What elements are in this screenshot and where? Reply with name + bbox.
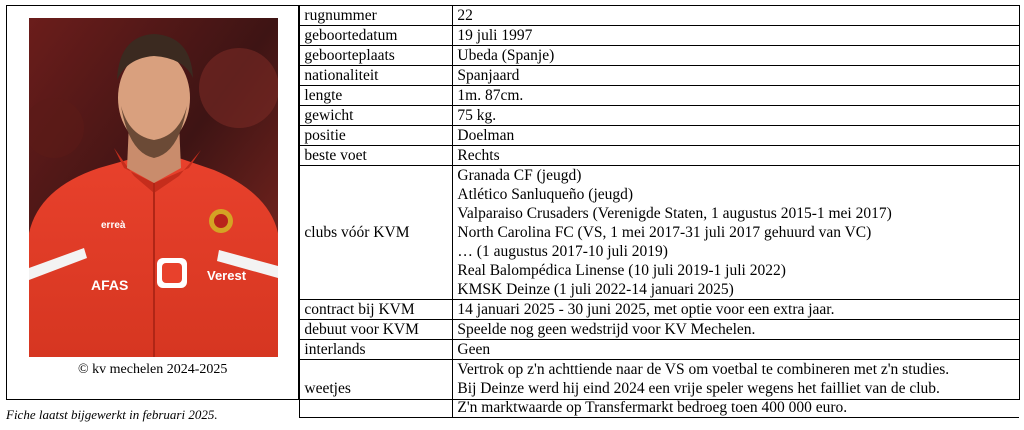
info-value-line: Real Balompédica Linense (10 juli 2019-1 juli 2022) [457, 262, 786, 279]
sponsor-logo-afas: AFAS [91, 277, 129, 293]
info-value-line: North Carolina FC (VS, 1 mei 2017-31 juli 2017 gehuurd van VC) [457, 224, 872, 241]
info-value-line: 75 kg. [457, 107, 497, 124]
info-value-line: … (1 augustus 2017-10 juli 2019) [457, 243, 668, 260]
info-value [453, 300, 1019, 320]
info-row [300, 46, 1019, 66]
info-value-line: 19 juli 1997 [457, 27, 533, 44]
info-value-line: Granada CF (jeugd) [457, 167, 582, 184]
info-row [300, 146, 1019, 166]
info-label: gewicht [300, 106, 453, 126]
info-value [453, 340, 1019, 360]
info-row [300, 126, 1019, 146]
footnote: Fiche laatst bijgewerkt in februari 2025. [6, 407, 218, 422]
info-row [300, 166, 1019, 300]
info-value [453, 86, 1019, 106]
info-value [453, 106, 1019, 126]
info-row [300, 66, 1019, 86]
info-label: clubs vóór KVM [300, 166, 453, 300]
info-label: interlands [300, 340, 453, 360]
info-value [453, 6, 1019, 26]
info-row [300, 360, 1019, 418]
info-label: weetjes [300, 360, 453, 418]
info-row [300, 340, 1019, 360]
info-row [300, 26, 1019, 46]
info-value-line: Atlético Sanluqueño (jeugd) [457, 186, 634, 203]
info-row [300, 300, 1019, 320]
info-value-line: 22 [457, 7, 473, 24]
info-value-line: KMSK Deinze (1 juli 2022-14 januari 2025) [457, 281, 734, 298]
info-value-line: Ubeda (Spanje) [457, 47, 555, 64]
info-label: debuut voor KVM [300, 320, 453, 340]
info-row [300, 106, 1019, 126]
photo-column [7, 6, 299, 399]
info-row [300, 86, 1019, 106]
info-label: positie [300, 126, 453, 146]
info-value-line: 1m. 87cm. [457, 87, 524, 104]
info-row [300, 320, 1019, 340]
info-label: geboortedatum [300, 26, 453, 46]
info-value-line: Valparaiso Crusaders (Verenigde Staten, 1 augustus 2015-1 mei 2017) [457, 205, 892, 222]
info-value [453, 126, 1019, 146]
info-value [453, 146, 1019, 166]
info-value-line: Rechts [457, 147, 500, 164]
player-info-table [299, 6, 1019, 418]
info-value-line: Vertrok op z'n achttiende naar de VS om voetbal te combineren met z'n studies. [457, 361, 950, 378]
info-value [453, 26, 1019, 46]
info-value-line: Doelman [457, 127, 515, 144]
info-label: beste voet [300, 146, 453, 166]
info-label: geboorteplaats [300, 46, 453, 66]
info-label: nationaliteit [300, 66, 453, 86]
info-label: rugnummer [300, 6, 453, 26]
brand-logo: erreà [101, 220, 126, 231]
info-value-line: Spanjaard [457, 67, 520, 84]
info-value [453, 320, 1019, 340]
photo-caption: © kv mechelen 2024-2025 [77, 362, 228, 377]
info-value-line: Speelde nog geen wedstrijd voor KV Mechelen. [457, 321, 756, 338]
info-label: contract bij KVM [300, 300, 453, 320]
info-value [453, 46, 1019, 66]
info-value-line: Z'n marktwaarde op Transfermarkt bedroeg toen 400 000 euro. [457, 399, 848, 416]
info-row [300, 6, 1019, 26]
info-value-line: Bij Deinze werd hij eind 2024 een vrije speler wegens het failliet van de club. [457, 380, 940, 397]
player-photo [29, 18, 278, 357]
info-label: lengte [300, 86, 453, 106]
sponsor-logo-verest: Verest [207, 268, 247, 283]
info-value [453, 66, 1019, 86]
info-value [453, 360, 1019, 418]
info-value-line: 14 januari 2025 - 30 juni 2025, met optie voor een extra jaar. [457, 301, 835, 318]
info-value [453, 166, 1019, 300]
info-value-line: Geen [457, 341, 491, 358]
